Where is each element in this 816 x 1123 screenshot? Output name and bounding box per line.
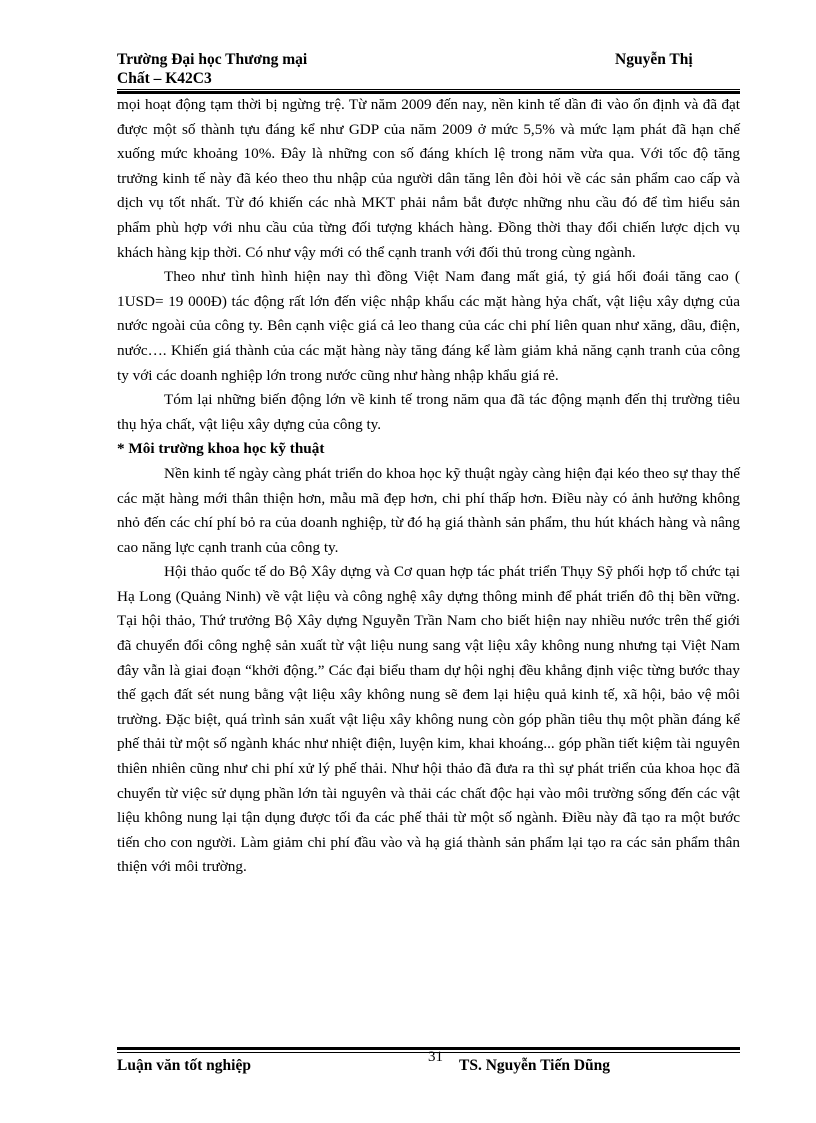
- footer-supervisor: TS. Nguyễn Tiến Dũng: [459, 1057, 611, 1074]
- school-name: Trường Đại học Thương mại: [117, 51, 308, 68]
- section-heading: * Môi trường khoa học kỹ thuật: [117, 440, 325, 458]
- footer-thesis-label: Luận văn tốt nghiệp: [117, 1057, 251, 1074]
- paragraph-2: Theo như tình hình hiện nay thì đồng Việt Nam đang mất giá, tỷ giá hối đoái tăng cao ( 1USD= 19 000Đ) tác động rất lớn đến việc nhập khẩu các mặt hàng hỷa chất, vật liệu xây dựng của nước ngoài của công ty. Bên cạnh việc giá cả leo thang của các chi phí liên quan như xăng, dầu, điện, nước…. Khiến giá thành của các mặt hàng này tăng đáng kể làm giảm khả năng cạnh tranh của công ty với các doanh nghiệp lớn trong nước cũng như hàng nhập khẩu giá rẻ.: [117, 268, 740, 384]
- header-line-1: [117, 50, 707, 69]
- header-line-2: [117, 69, 707, 88]
- author-name: Nguyễn Thị: [615, 51, 693, 68]
- paragraph-4: Nền kinh tế ngày càng phát triển do khoa học kỹ thuật ngày càng hiện đại kéo theo sự thay thế các mặt hàng mới thân thiện hơn, mẫu mã đẹp hơn, chi phí thấp hơn. Điều này có ảnh hưởng không nhỏ đến các chí phí bỏ ra của doanh nghiệp, từ đó hạ giá thành sản phẩm, thu hút khách hàng và nâng cao năng lực cạnh tranh của công ty.: [117, 464, 740, 556]
- author-name-continued: Chất – K42C3: [117, 70, 212, 87]
- paragraph-1: mọi hoạt động tạm thời bị ngừng trệ. Từ năm 2009 đến nay, nền kinh tế dần đi vào ổn định và đã đạt được một số thành tựu đáng kể như GDP của năm 2009 ở mức 5,5% và mức lạm phát đã hạn chế xuống mức khoảng 10%. Đây là những con số đáng khích lệ trong năm vừa qua. Với tốc độ tăng trưởng kinh tế này đã kéo theo thu nhập của người dân tăng lên đòi hỏi về các sản phẩm cao cấp và dịch vụ tốt nhất. Từ đó khiến các nhà MKT phải nắm bắt được những nhu cầu đó để tìm hiểu sản phẩm phù hợp với nhu cầu của từng đối tượng khách hàng. Đồng thời thay đổi chiến lược dịch vụ khách hàng kịp thời. Có như vậy mới có thể cạnh tranh với đối thủ trong cùng ngành.: [117, 96, 740, 261]
- paragraph-3: Tóm lại những biến động lớn về kinh tế trong năm qua đã tác động mạnh đến thị trường tiêu thụ hỷa chất, vật liệu xây dựng của công ty.: [117, 391, 740, 433]
- paragraph-5: Hội thảo quốc tế do Bộ Xây dựng và Cơ quan hợp tác phát triển Thụy Sỹ phối hợp tổ chức tại Hạ Long (Quảng Ninh) về vật liệu và công nghệ xây dựng thông minh để phát triển đô thị bền vững. Tại hội thảo, Thứ trưởng Bộ Xây dựng Nguyễn Trần Nam cho biết hiện nay nhiều nước trên thế giới đã chuyển đổi công nghệ sản xuất từ vật liệu nung sang vật liệu xây không nung nhưng tại Việt Nam đây vẫn là giai đoạn “khởi động.” Các đại biểu tham dự hội nghị đều khẳng định việc từng bước thay thế gạch đất sét nung bằng vật liệu xây không nung sẽ đem lại hiệu quả kinh tế, xã hội, bảo vệ môi trường. Đặc biệt, quá trình sản xuất vật liệu xây không nung còn góp phần tiêu thụ một phần đáng kể phế thải từ một số ngành khác như nhiệt điện, luyện kim, khai khoáng... góp phần tiết kiệm tài nguyên thiên nhiên cũng như chi phí xử lý phế thải. Như hội thảo đã đưa ra thì sự phát triển của khoa học đã chuyển từ việc sử dụng phần lớn tài nguyên và thải các chất độc hại vào môi trường sống đến các vật liệu không nung lại tận dụng được tối đa các phế thải từ một số ngành. Điều này đã tạo ra một bước tiến cho con người. Làm giảm chi phí đầu vào và hạ giá thành sản phẩm lại tạo ra các sản phẩm thân thiện với môi trường.: [117, 563, 740, 876]
- page-body: [117, 93, 740, 880]
- page-footer: [117, 1049, 740, 1077]
- page-number: 31: [428, 1049, 443, 1065]
- header-rule-thin: [117, 89, 740, 90]
- page-header: [117, 50, 707, 88]
